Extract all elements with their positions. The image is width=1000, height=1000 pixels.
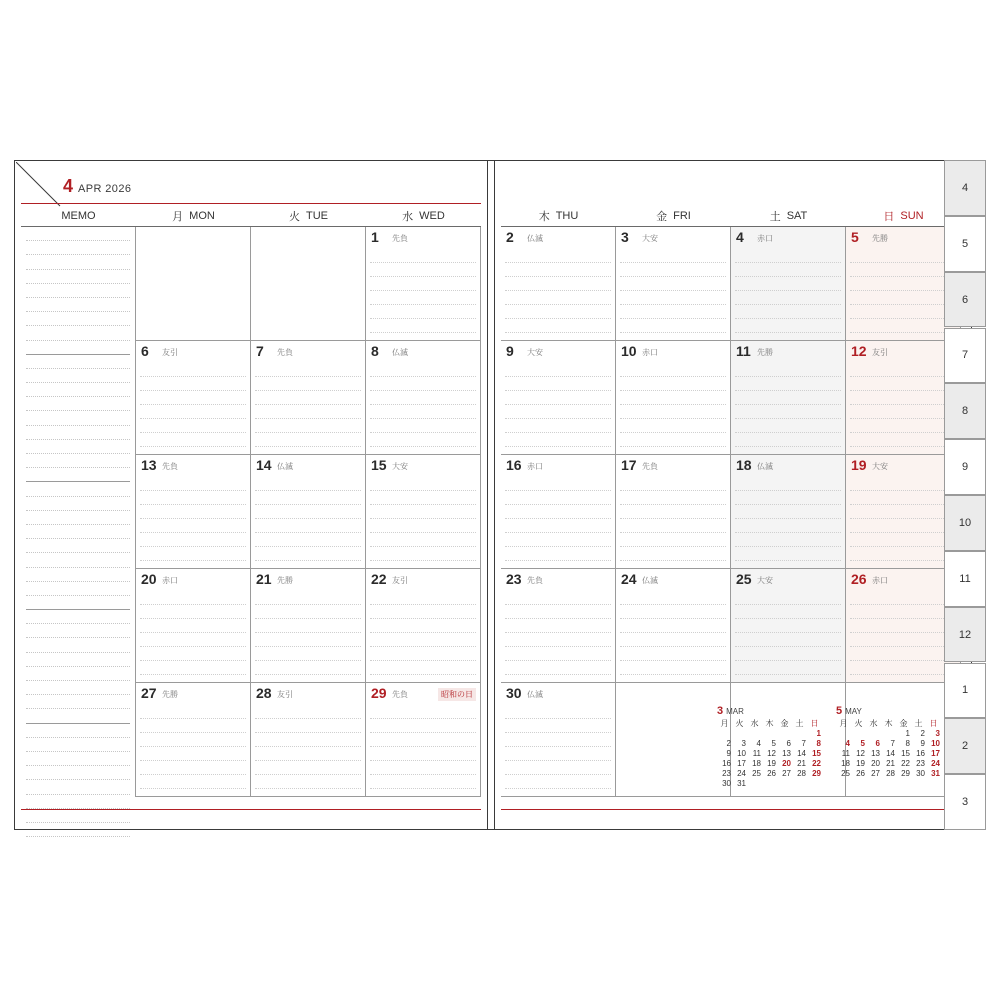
- rokuyo-label: 赤口: [872, 576, 888, 585]
- rokuyo-label: 赤口: [527, 462, 543, 471]
- mini-dow: 火: [854, 719, 863, 728]
- mini-day: 8: [816, 739, 821, 748]
- weekday-label-fri: FRI: [673, 209, 691, 222]
- day-cell[interactable]: [366, 455, 481, 569]
- day-cell[interactable]: [501, 455, 616, 569]
- mini-day: 25: [752, 769, 761, 778]
- weekday-kanji-fri: 金: [656, 210, 668, 223]
- day-cell[interactable]: [136, 341, 251, 455]
- day-number: 30: [506, 685, 522, 701]
- day-number: 18: [736, 457, 752, 473]
- day-cell[interactable]: [251, 341, 366, 455]
- mini-day: 6: [786, 739, 791, 748]
- rokuyo-label: 仏滅: [392, 348, 408, 357]
- index-tab-11[interactable]: 11: [944, 551, 986, 607]
- day-cell[interactable]: [616, 341, 731, 455]
- index-tab-5[interactable]: 5: [944, 216, 986, 272]
- day-note-lines[interactable]: [140, 477, 246, 564]
- mini-day: 15: [901, 749, 910, 758]
- mini-day: [881, 729, 896, 739]
- weekday-kanji-tue: 火: [289, 210, 300, 223]
- mini-day: 21: [797, 759, 806, 768]
- index-tab-1[interactable]: 1: [944, 663, 986, 719]
- index-tab-8[interactable]: 8: [944, 383, 986, 439]
- weekday-label-thu: THU: [555, 209, 579, 222]
- rokuyo-label: 赤口: [162, 576, 178, 585]
- day-cell[interactable]: [136, 227, 251, 341]
- day-cell[interactable]: [251, 569, 366, 683]
- rokuyo-label: 仏滅: [527, 690, 543, 699]
- page-spine: [487, 161, 495, 829]
- mini-dow: 日: [810, 719, 819, 728]
- rokuyo-label: 大安: [642, 234, 658, 243]
- day-number: 14: [256, 457, 272, 473]
- rokuyo-label: 友引: [277, 690, 293, 699]
- day-note-lines[interactable]: [370, 591, 476, 678]
- rokuyo-label: 大安: [392, 462, 408, 471]
- mini-day: 29: [901, 769, 910, 778]
- day-note-lines[interactable]: [620, 363, 726, 450]
- day-number: 25: [736, 571, 752, 587]
- index-tab-9[interactable]: 9: [944, 439, 986, 495]
- page-corner-fold: [16, 162, 61, 207]
- mini-day: 30: [722, 779, 731, 788]
- mini-day: 23: [916, 759, 925, 768]
- mini-day: 20: [782, 759, 791, 768]
- day-note-lines[interactable]: [620, 591, 726, 678]
- day-note-lines[interactable]: [505, 363, 611, 450]
- mini-calendar: [717, 706, 822, 789]
- day-cell[interactable]: [136, 683, 251, 797]
- weekday-kanji-mon: 月: [172, 210, 184, 223]
- mini-dow: 水: [869, 719, 878, 728]
- mini-day: 23: [722, 769, 731, 778]
- rokuyo-label: 先負: [527, 576, 543, 585]
- mini-dow: 金: [780, 719, 789, 728]
- weekday-label-sun: SUN: [900, 209, 924, 222]
- day-note-lines[interactable]: [140, 363, 246, 450]
- day-number: 21: [256, 571, 272, 587]
- day-cell[interactable]: [731, 341, 846, 455]
- month-label: APR 2026: [78, 183, 132, 195]
- mini-month-number: 5: [836, 705, 843, 717]
- day-cell[interactable]: [616, 227, 731, 341]
- day-cell[interactable]: [731, 569, 846, 683]
- mini-day: [732, 729, 747, 739]
- weekday-header-thu: [501, 205, 616, 227]
- day-note-lines[interactable]: [370, 249, 476, 336]
- mini-dow: 土: [914, 719, 923, 728]
- day-note-lines[interactable]: [255, 705, 361, 792]
- index-tab-2[interactable]: 2: [944, 718, 986, 774]
- mini-day: 17: [737, 759, 746, 768]
- mini-day: [851, 729, 866, 739]
- rokuyo-label: 仏滅: [527, 234, 543, 243]
- mini-day: [717, 729, 732, 739]
- mini-day: 10: [931, 739, 940, 748]
- day-number: 27: [141, 685, 157, 701]
- rokuyo-label: 友引: [162, 348, 178, 357]
- day-number: 29: [371, 685, 387, 701]
- mini-day: 9: [726, 749, 731, 758]
- mini-dow: 月: [720, 719, 729, 728]
- mini-day: 1: [816, 729, 821, 738]
- day-number: 24: [621, 571, 637, 587]
- mini-dow: 木: [884, 719, 893, 728]
- day-number: 17: [621, 457, 637, 473]
- day-note-lines[interactable]: [370, 363, 476, 450]
- weekday-header-fri: [616, 205, 731, 227]
- mini-day: 1: [905, 729, 910, 738]
- day-number: 26: [851, 571, 867, 587]
- mini-day: 11: [752, 749, 761, 758]
- weekday-kanji-sun: 日: [883, 210, 895, 223]
- day-number: 16: [506, 457, 522, 473]
- rokuyo-label: 仏滅: [277, 462, 293, 471]
- mini-day: 4: [845, 739, 850, 748]
- rokuyo-label: 先勝: [277, 576, 293, 585]
- day-cell[interactable]: [136, 569, 251, 683]
- day-number: 15: [371, 457, 387, 473]
- day-number: 8: [371, 343, 379, 359]
- weekday-label-sat: SAT: [786, 209, 808, 222]
- mini-dow: 土: [795, 719, 804, 728]
- day-note-lines[interactable]: [370, 477, 476, 564]
- mini-day: 25: [841, 769, 850, 778]
- mini-day: [836, 729, 851, 739]
- day-number: 19: [851, 457, 867, 473]
- day-note-lines[interactable]: [850, 591, 956, 678]
- day-note-lines[interactable]: [505, 591, 611, 678]
- day-number: 5: [851, 229, 859, 245]
- day-cell[interactable]: [731, 227, 846, 341]
- day-cell[interactable]: [616, 569, 731, 683]
- mini-day: 27: [871, 769, 880, 778]
- mini-day: 5: [771, 739, 776, 748]
- weekday-label-mon: MON: [189, 209, 215, 222]
- day-number: 9: [506, 343, 514, 359]
- rokuyo-label: 先負: [642, 462, 658, 471]
- day-note-lines[interactable]: [505, 477, 611, 564]
- mini-calendar: [836, 706, 941, 789]
- mini-day: 3: [935, 729, 940, 738]
- index-tab-12[interactable]: 12: [944, 607, 986, 663]
- rokuyo-label: 赤口: [642, 348, 658, 357]
- holiday-label: 昭和の日: [438, 688, 476, 701]
- mini-day: 28: [797, 769, 806, 778]
- day-number: 20: [141, 571, 157, 587]
- mini-day: 18: [841, 759, 850, 768]
- day-cell[interactable]: [501, 569, 616, 683]
- mini-day: [747, 729, 762, 739]
- mini-day: 7: [801, 739, 806, 748]
- mini-day: 4: [756, 739, 761, 748]
- rokuyo-label: 仏滅: [642, 576, 658, 585]
- day-cell[interactable]: [616, 683, 731, 797]
- month-title: [63, 177, 131, 195]
- day-number: 10: [621, 343, 637, 359]
- mini-day: 28: [886, 769, 895, 778]
- day-cell[interactable]: [501, 227, 616, 341]
- mini-day: 22: [812, 759, 821, 768]
- weekday-kanji-thu: 木: [538, 210, 550, 223]
- day-cell[interactable]: [366, 683, 481, 797]
- mini-month-label: MAY: [845, 707, 862, 716]
- mini-day: 7: [890, 739, 895, 748]
- mini-calendars: [717, 706, 961, 789]
- day-note-lines[interactable]: [255, 591, 361, 678]
- day-number: 6: [141, 343, 149, 359]
- day-note-lines[interactable]: [370, 705, 476, 792]
- index-tab-6[interactable]: 6: [944, 272, 986, 328]
- day-number: 4: [736, 229, 744, 245]
- mini-dow: 日: [929, 719, 938, 728]
- mini-day: 9: [920, 739, 925, 748]
- mini-day: 10: [737, 749, 746, 758]
- rokuyo-label: 先負: [277, 348, 293, 357]
- day-note-lines[interactable]: [735, 363, 841, 450]
- mini-day: 11: [841, 749, 850, 758]
- day-note-lines[interactable]: [505, 705, 611, 792]
- day-cell[interactable]: [136, 455, 251, 569]
- memo-header: MEMO: [21, 205, 136, 227]
- mini-day: 17: [931, 749, 940, 758]
- weekday-header-sat: [731, 205, 846, 227]
- mini-day: 2: [726, 739, 731, 748]
- mini-day: 5: [860, 739, 865, 748]
- day-cell[interactable]: [616, 455, 731, 569]
- mini-day: [777, 779, 792, 789]
- day-number: 7: [256, 343, 264, 359]
- day-number: 11: [736, 343, 751, 359]
- mini-day: 14: [886, 749, 895, 758]
- mini-day: 27: [782, 769, 791, 778]
- day-number: 13: [141, 457, 157, 473]
- day-cell[interactable]: [731, 455, 846, 569]
- day-note-lines[interactable]: [255, 363, 361, 450]
- day-note-lines[interactable]: [850, 249, 956, 336]
- rokuyo-label: 先負: [162, 462, 178, 471]
- index-tab-4[interactable]: 4: [944, 160, 986, 216]
- mini-day: 6: [875, 739, 880, 748]
- weekday-header-wed: [366, 205, 481, 227]
- title-rule: [21, 203, 481, 204]
- day-cell[interactable]: [501, 341, 616, 455]
- mini-day: 24: [931, 759, 940, 768]
- day-cell[interactable]: [251, 227, 366, 341]
- mini-day: [777, 729, 792, 739]
- mini-dow: 火: [735, 719, 744, 728]
- rokuyo-label: 友引: [872, 348, 888, 357]
- mini-day: 2: [920, 729, 925, 738]
- mini-day: 16: [722, 759, 731, 768]
- mini-day: [807, 779, 822, 789]
- day-number: 1: [371, 229, 379, 245]
- month-index-tabs[interactable]: [944, 160, 986, 830]
- mini-dow: 月: [839, 719, 848, 728]
- mini-day: 3: [741, 739, 746, 748]
- day-cell[interactable]: [251, 455, 366, 569]
- day-note-lines[interactable]: [140, 705, 246, 792]
- mini-day: 31: [931, 769, 940, 778]
- day-note-lines[interactable]: [735, 591, 841, 678]
- left-day-grid: [21, 227, 481, 797]
- mini-day: 13: [782, 749, 791, 758]
- mini-day: [762, 729, 777, 739]
- weekday-kanji-wed: 水: [402, 210, 414, 223]
- index-tab-3[interactable]: 3: [944, 774, 986, 830]
- day-cell[interactable]: [366, 227, 481, 341]
- mini-day: [866, 729, 881, 739]
- mini-day: [747, 779, 762, 789]
- day-note-lines[interactable]: [735, 477, 841, 564]
- day-number: 28: [256, 685, 272, 701]
- mini-day: 29: [812, 769, 821, 778]
- mini-dow: 木: [765, 719, 774, 728]
- mini-day: [762, 779, 777, 789]
- rokuyo-label: 大安: [872, 462, 888, 471]
- mini-calendar-table: [836, 719, 941, 779]
- mini-day: 22: [901, 759, 910, 768]
- day-note-lines[interactable]: [620, 249, 726, 336]
- weekday-kanji-sat: 土: [769, 210, 781, 223]
- mini-day: 26: [767, 769, 776, 778]
- mini-day: 12: [767, 749, 776, 758]
- mini-day: 19: [856, 759, 865, 768]
- index-tab-7[interactable]: 7: [944, 328, 986, 384]
- month-number: 4: [63, 176, 74, 196]
- mini-day: [792, 729, 807, 739]
- day-cell[interactable]: [251, 683, 366, 797]
- weekday-header-tue: [251, 205, 366, 227]
- day-note-lines[interactable]: [850, 363, 956, 450]
- mini-day: 14: [797, 749, 806, 758]
- rokuyo-label: 友引: [392, 576, 408, 585]
- mini-day: 19: [767, 759, 776, 768]
- day-note-lines[interactable]: [505, 249, 611, 336]
- rokuyo-label: 先負: [392, 690, 408, 699]
- day-cell[interactable]: [501, 683, 616, 797]
- mini-day: 24: [737, 769, 746, 778]
- mini-day: 12: [856, 749, 865, 758]
- left-page: [15, 161, 487, 829]
- mini-day: 26: [856, 769, 865, 778]
- rokuyo-label: 先勝: [757, 348, 773, 357]
- bottom-rule-right: [501, 809, 961, 810]
- right-page: [495, 161, 967, 829]
- calendar-spread: [14, 160, 972, 830]
- day-note-lines[interactable]: [850, 477, 956, 564]
- mini-month-number: 3: [717, 705, 724, 717]
- day-number: 3: [621, 229, 629, 245]
- mini-month-label: MAR: [726, 707, 744, 716]
- day-cell[interactable]: [366, 569, 481, 683]
- mini-day: 13: [871, 749, 880, 758]
- day-number: 23: [506, 571, 522, 587]
- mini-day: 18: [752, 759, 761, 768]
- day-number: 2: [506, 229, 514, 245]
- day-note-lines[interactable]: [735, 249, 841, 336]
- day-number: 22: [371, 571, 387, 587]
- mini-dow: 金: [899, 719, 908, 728]
- mini-day: 30: [916, 769, 925, 778]
- day-cell[interactable]: [366, 341, 481, 455]
- mini-day: 31: [737, 779, 746, 788]
- bottom-rule-left: [21, 809, 481, 810]
- mini-day: 15: [812, 749, 821, 758]
- weekday-label-tue: TUE: [306, 209, 328, 222]
- rokuyo-label: 赤口: [757, 234, 773, 243]
- day-number: 12: [851, 343, 867, 359]
- mini-dow: 水: [750, 719, 759, 728]
- day-note-lines[interactable]: [620, 477, 726, 564]
- day-note-lines[interactable]: [255, 477, 361, 564]
- rokuyo-label: 先勝: [872, 234, 888, 243]
- rokuyo-label: 大安: [757, 576, 773, 585]
- rokuyo-label: 先勝: [162, 690, 178, 699]
- mini-day: 21: [886, 759, 895, 768]
- day-note-lines[interactable]: [140, 591, 246, 678]
- mini-day: 20: [871, 759, 880, 768]
- weekday-header-mon: [136, 205, 251, 227]
- mini-day: 8: [905, 739, 910, 748]
- rokuyo-label: 先負: [392, 234, 408, 243]
- mini-day: 16: [916, 749, 925, 758]
- index-tab-10[interactable]: 10: [944, 495, 986, 551]
- rokuyo-label: 大安: [527, 348, 543, 357]
- weekday-label-wed: WED: [419, 209, 445, 222]
- mini-day: [792, 779, 807, 789]
- rokuyo-label: 仏滅: [757, 462, 773, 471]
- mini-calendar-table: [717, 719, 822, 789]
